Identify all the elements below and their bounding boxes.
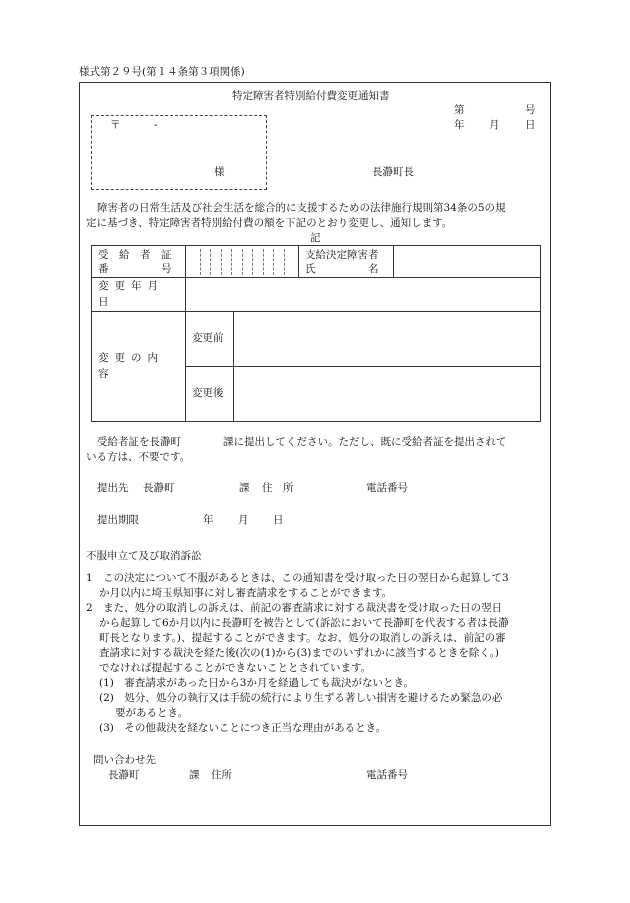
appeal-1-line-2: か月以内に埼玉県知事に対し審査請求をすることができます。 — [99, 587, 393, 599]
decision-holder-header — [299, 246, 394, 278]
appeal-2-line-4: 査請求に対する裁決を経た後(次の(1)から(3)までのいずれかに該当するときを除く。) — [99, 647, 499, 659]
postal-dash: - — [154, 119, 158, 131]
change-date-cell — [186, 278, 541, 312]
form-label: 様式第２９号(第１４条第３項関係) — [79, 66, 245, 78]
recipient-suffix: 様 — [214, 166, 225, 178]
recipient-cert-label-2: 番 号 — [98, 262, 172, 275]
inquiry-label: 問い合わせ先 — [93, 754, 156, 766]
appeal-2-item-2-line-1: (2) 処分、処分の執行又は手続の続行により生ずる著しい損害を避けるため緊急の必 — [99, 692, 503, 704]
intro-line-2: 定に基づき、特定障害者特別給付費の額を下記のとおり変更し、通知します。 — [86, 217, 453, 229]
submit-line-2: いる方は、不要です。 — [86, 451, 191, 463]
deadline-year: 年 — [203, 514, 214, 526]
number-prefix: 第 — [454, 104, 465, 116]
appeal-2-line-5: でなければ提起することができないこととされています。 — [99, 662, 372, 674]
submit-to-ka: 課 — [239, 482, 250, 494]
submit-to-address: 住 所 — [262, 482, 294, 494]
appeal-2-item-1: (1) 審査請求があった日から3か月を経過しても裁決がないとき。 — [99, 677, 415, 689]
after-header: 変更後 — [186, 366, 234, 421]
inquiry-address: 住所 — [211, 769, 232, 781]
recipient-cert-label-1: 受 給 者 証 — [98, 248, 172, 261]
appeal-heading: 不服申立て及び取消訴訟 — [86, 550, 202, 562]
before-cell — [234, 311, 541, 366]
date-year: 年 — [454, 119, 465, 131]
date-month: 月 — [489, 119, 500, 131]
inquiry-town: 長瀞町 — [108, 769, 140, 781]
appeal-2-line-3: 町長となります。)、提起することができます。なお、処分の取消しの訴えは、前記の審 — [99, 632, 506, 644]
submit-to-town: 長瀞町 — [143, 482, 175, 494]
recipient-cert-header — [92, 246, 186, 278]
decision-holder-label-2: 氏 名 — [305, 262, 379, 275]
after-cell — [234, 366, 541, 421]
submit-to-tel: 電話番号 — [366, 482, 408, 494]
ki-label: 記 — [310, 232, 321, 244]
appeal-2-line-2: から起算して6か月以内に長瀞町を被告として(訴訟において長瀞町を代表する者は長瀞 — [99, 617, 509, 629]
decision-holder-name-cell — [394, 246, 541, 278]
recipient-cert-number-cell — [186, 246, 299, 278]
before-header: 変更前 — [186, 311, 234, 366]
change-content-header: 変更の内容 — [92, 311, 186, 421]
document-title: 特定障害者特別給付費変更通知書 — [232, 90, 390, 102]
appeal-2-item-3: (3) その他裁決を経ないことにつき正当な理由があるとき。 — [99, 722, 387, 734]
intro-line-1: 障害者の日常生活及び社会生活を総合的に支援するための法律施行規則第34条の5の規 — [97, 202, 506, 214]
postal-mark: 〒 — [110, 119, 121, 131]
appeal-2-line-1: 2 また、処分の取消しの訴えは、前記の審査請求に対する裁決書を受け取った日の翌日 — [86, 602, 503, 614]
deadline-label: 提出期限 — [97, 514, 139, 526]
inquiry-tel: 電話番号 — [366, 769, 408, 781]
change-table — [91, 245, 541, 422]
decision-holder-label-1: 支給決定障害者 — [305, 248, 379, 261]
deadline-month: 月 — [238, 514, 249, 526]
number-suffix: 号 — [525, 104, 536, 116]
appeal-2-item-2-line-2: 要があるとき。 — [115, 707, 189, 719]
date-day: 日 — [525, 119, 536, 131]
inquiry-ka: 課 — [189, 769, 200, 781]
appeal-1-line-1: 1 この決定について不服があるときは、この通知書を受け取った日の翌日から起算して3 — [86, 572, 509, 584]
change-date-header: 変更年月日 — [92, 278, 186, 312]
deadline-day: 日 — [273, 514, 284, 526]
submit-to-label: 提出先 — [97, 482, 129, 494]
submit-line-1: 受給者証を長瀞町 課に提出してください。ただし、既に受給者証を提出されて — [97, 436, 507, 448]
issuer: 長瀞町長 — [372, 166, 414, 178]
